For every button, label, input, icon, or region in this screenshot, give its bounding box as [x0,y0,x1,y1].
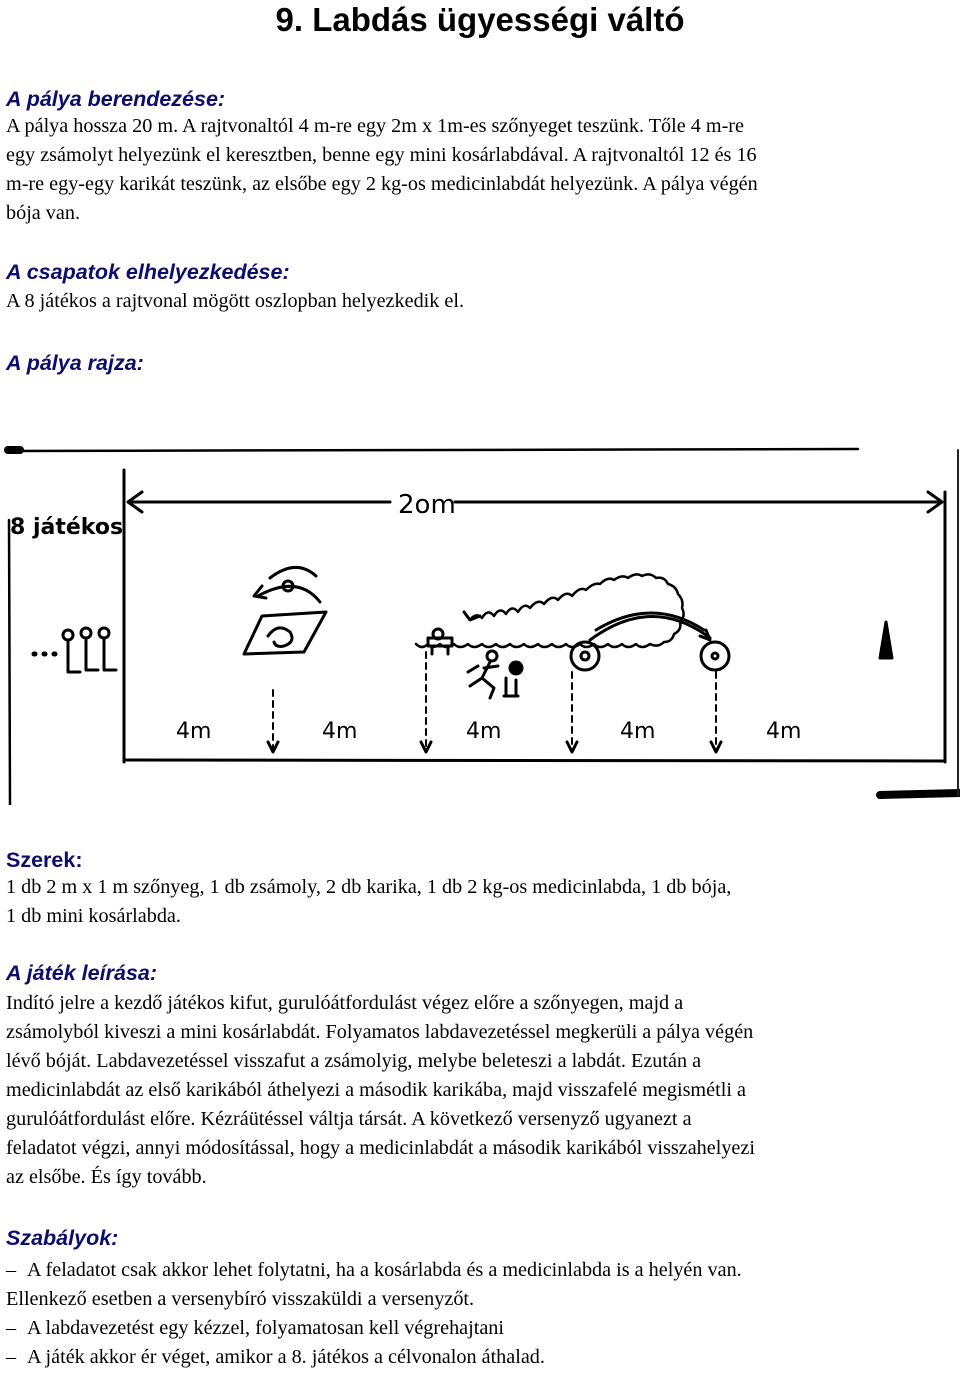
roll-arc [258,586,320,602]
description-heading: A játék leírása: [6,961,157,985]
frame-left-line [9,520,10,805]
hoop-transfer-arc [590,616,710,640]
setup-line: bója van. [6,202,80,224]
teams-line: A 8 játékos a rajtvonal mögött oszlopban helyezkedik el. [6,290,465,312]
equipment-line: 1 db 2 m x 1 m szőnyeg, 1 db zsámoly, 2 db karika, 1 db 2 kg-os medicinlabda, 1 db bója, [6,876,732,898]
length-label: 2om [398,490,456,520]
description-line: gurulóátfordulást előre. Kézráütéssel váltja társát. A következő versenyző ugyanezt a [6,1108,692,1130]
rules-heading: Szabályok: [6,1226,119,1250]
field-bottom-line [124,760,945,761]
field-drawing [0,440,960,805]
rule-item [6,1314,960,1343]
segment-label: 4m [466,719,502,744]
player-figure [86,638,98,670]
dribble-path [416,574,684,647]
setup-heading: A pálya berendezése: [6,87,226,111]
drawing-heading: A pálya rajza: [6,351,144,375]
teams-text [6,287,960,316]
setup-line: m-re egy-egy karikát teszünk, az elsőbe egy 2 kg-os medicinlabdát helyezünk. A pálya végén [6,173,758,195]
segment-label: 4m [620,719,656,744]
frame-top-line [8,449,858,451]
segment-label: 4m [322,719,358,744]
setup-text [6,112,960,228]
segment-label: 4m [176,719,212,744]
runner [468,662,498,698]
frame-bottom-black [880,793,960,795]
setup-line: A pálya hossza 20 m. A rajtvonaltól 4 m-re egy 2m x 1m-es szőnyeget teszünk. Tőle 4 m-re [6,115,744,137]
description-line: medicinlabdát az első karikából áthelyezi a második karikába, majd visszafelé megismétli a [6,1079,746,1101]
mat [244,612,326,654]
roll-arc-upper [270,567,316,578]
rule-item [6,1343,960,1372]
equipment-line: 1 db mini kosárlabda. [6,905,181,927]
description-line: Indító jelre a kezdő játékos kifut, gurulóátfordulást végez előre a szőnyegen, majd a [6,992,684,1014]
dash-bullet: – [6,1317,17,1339]
cone [880,622,892,658]
description-line: feladatot végzi, annyi módosítással, hogy a medicinlabdát a második karikából visszahelyezi [6,1137,755,1159]
setup-line: egy zsámolyt helyezünk el keresztben, benne egy mini kosárlabdával. A rajtvonaltól 12 és 16 [6,144,757,166]
description-line: lévő bóját. Labdavezetéssel visszafut a zsámolyig, melybe beleteszi a labdát. Ezután a [6,1050,702,1072]
rule-text: A feladatot csak akkor lehet folytatni, ha a kosárlabda és a medicinlabda is a helyén van. [27,1259,742,1281]
page-title: 9. Labdás ügyességi váltó [275,1,685,38]
hoop-2 [701,642,729,670]
equipment-heading: Szerek: [6,848,83,872]
rule-text: Ellenkező esetben a versenybíró visszaküldi a versenyzőt. [6,1288,475,1310]
rules-list [6,1256,960,1372]
rule-text: A játék akkor ér véget, amikor a 8. játékos a célvonalon áthalad. [27,1346,545,1368]
players-label: 8 játékos [10,515,124,540]
rule-item [6,1285,960,1314]
teams-heading: A csapatok elhelyezkedése: [6,260,290,284]
player-figure [68,640,80,672]
dash-bullet: – [6,1259,17,1281]
description-line: az elsőbe. És így tovább. [6,1166,207,1188]
description-line: zsámolyból kiveszi a mini kosárlabdát. Folyamatos labdavezetéssel megkerüli a pálya végén [6,1021,754,1043]
equipment-text [6,873,960,931]
dash-bullet: – [6,1346,17,1368]
description-text [6,989,960,1192]
player-figure [104,638,116,670]
segment-label: 4m [766,719,802,744]
rule-text: A labdavezetést egy kézzel, folyamatosan kell végrehajtani [27,1317,504,1339]
rule-item [6,1256,960,1285]
roll-figure [268,628,292,647]
